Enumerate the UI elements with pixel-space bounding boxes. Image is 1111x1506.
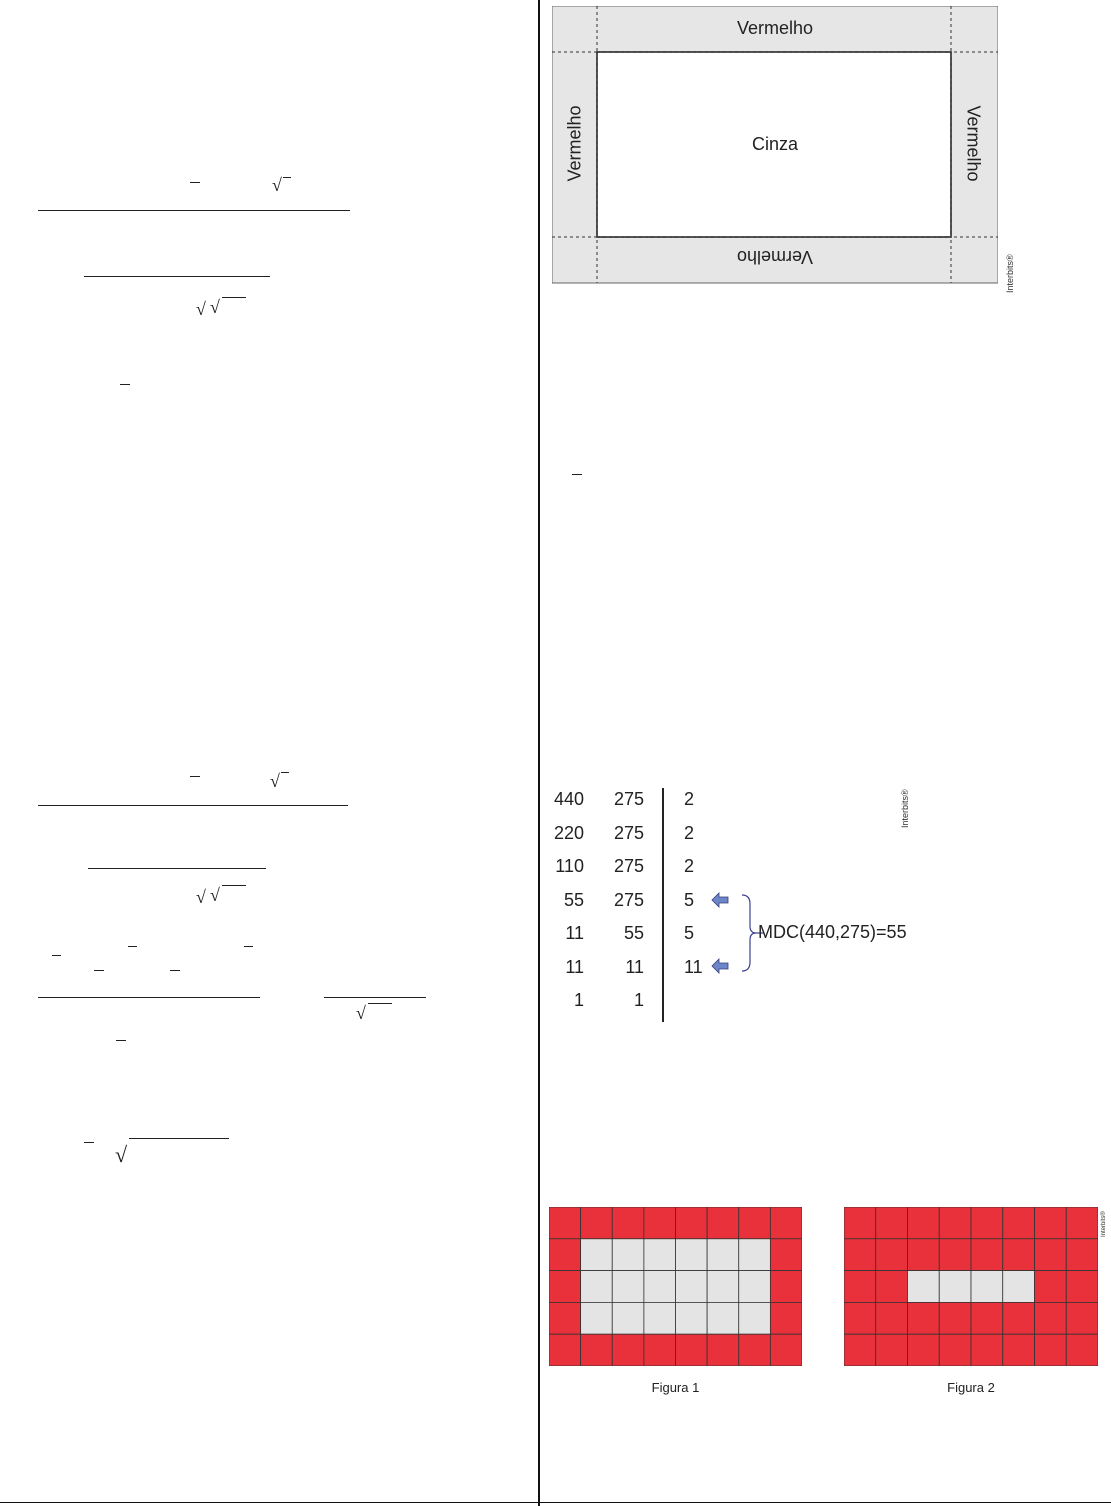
- sqrt-bar: [129, 1138, 229, 1139]
- grid-cell: [908, 1302, 940, 1334]
- grid-cell: [612, 1271, 644, 1303]
- grid-cell: [739, 1334, 771, 1366]
- grid-cell: [581, 1239, 613, 1271]
- grid-cell: [939, 1271, 971, 1303]
- sqrt-bar: [368, 1003, 392, 1004]
- grid-cell: [770, 1207, 802, 1239]
- grid-cell: [1003, 1271, 1035, 1303]
- column-divider: [538, 0, 540, 1506]
- dividend-b-cell: 275: [613, 890, 644, 910]
- grid-cell: [1035, 1271, 1067, 1303]
- grid-cell: [707, 1302, 739, 1334]
- grid-cell: [739, 1302, 771, 1334]
- grid-cell: [876, 1207, 908, 1239]
- grid-cell: [971, 1302, 1003, 1334]
- divisor-cell: 11: [684, 957, 703, 977]
- grid-cell: [1003, 1239, 1035, 1271]
- grid-cell: [1066, 1334, 1098, 1366]
- bottom-rule: [0, 1502, 1111, 1503]
- overbar: [572, 474, 582, 475]
- arrow-left-icon: [712, 893, 728, 907]
- figure-1-grid: [549, 1207, 802, 1366]
- grid-cell: [581, 1302, 613, 1334]
- figure-1-caption: Figura 1: [651, 1380, 700, 1395]
- dividend-a-cell: 11: [565, 923, 584, 943]
- divisor-cell: 5: [684, 923, 695, 943]
- fraction-rule: [38, 997, 260, 998]
- figure-2-caption: Figura 2: [947, 1380, 995, 1395]
- grid-cell: [644, 1239, 676, 1271]
- grid-cell: [770, 1239, 802, 1271]
- sqrt-bar: [283, 177, 291, 178]
- dividend-b-cell: 275: [613, 856, 644, 876]
- grid-cell: [707, 1271, 739, 1303]
- grid-cell: [676, 1207, 708, 1239]
- grid-cell: [876, 1334, 908, 1366]
- overbar: [116, 1040, 126, 1041]
- bottom-label: Vermelho: [736, 247, 814, 267]
- grid-cell: [676, 1239, 708, 1271]
- grid-cell: [676, 1271, 708, 1303]
- grid-cell: [939, 1334, 971, 1366]
- overbar: [120, 384, 130, 385]
- arrow-left-icon: [712, 959, 728, 973]
- fraction-rule: [38, 805, 348, 806]
- sqrt-symbol: √: [210, 297, 220, 317]
- fraction-rule: [88, 868, 266, 869]
- grid-cell: [549, 1239, 581, 1271]
- dividend-a-cell: 440: [553, 789, 584, 809]
- grid-cell: [770, 1271, 802, 1303]
- divisor-cell: 2: [684, 823, 695, 843]
- divisor-cell: 2: [684, 789, 695, 809]
- overbar: [94, 970, 104, 971]
- brace-icon: [742, 895, 756, 971]
- grid-cell: [1003, 1334, 1035, 1366]
- grid-cell: [844, 1302, 876, 1334]
- dividend-b-cell: 275: [613, 789, 644, 809]
- sqrt-bar: [222, 885, 246, 886]
- figure-2-grid: [844, 1207, 1098, 1366]
- grid-cell: [844, 1334, 876, 1366]
- grid-cell: [707, 1207, 739, 1239]
- fraction-rule: [84, 276, 270, 277]
- grid-cell: [739, 1239, 771, 1271]
- dividend-b-cell: 55: [623, 923, 644, 943]
- grid-cell: [908, 1207, 940, 1239]
- interbits-watermark: Interbits®: [1005, 254, 1015, 293]
- overbar: [84, 1142, 94, 1143]
- fraction-rule: [38, 210, 350, 211]
- overbar: [128, 946, 137, 947]
- grid-cell: [644, 1302, 676, 1334]
- grid-cell: [908, 1239, 940, 1271]
- grid-cell: [739, 1207, 771, 1239]
- grid-cell: [739, 1271, 771, 1303]
- grid-cell: [549, 1302, 581, 1334]
- grid-cell: [939, 1239, 971, 1271]
- top-label: Vermelho: [736, 18, 814, 38]
- grid-cell: [1066, 1207, 1098, 1239]
- grid-cell: [1035, 1302, 1067, 1334]
- grid-cell: [581, 1334, 613, 1366]
- overbar: [170, 970, 180, 971]
- grid-cell: [707, 1239, 739, 1271]
- grid-cell: [549, 1271, 581, 1303]
- grid-cell: [971, 1239, 1003, 1271]
- mdc-bracket-figure: [708, 892, 764, 976]
- right-label: Vermelho: [963, 105, 984, 182]
- interbits-watermark: Interbits®: [1101, 1211, 1107, 1237]
- grid-cell: [612, 1239, 644, 1271]
- dividend-a-cell: 55: [563, 890, 584, 910]
- dividend-a-cell: 220: [553, 823, 584, 843]
- grid-cell: [612, 1302, 644, 1334]
- sqrt-bar: [222, 297, 246, 298]
- sqrt-symbol: √: [272, 175, 282, 195]
- grid-cell: [971, 1207, 1003, 1239]
- grid-cell: [971, 1271, 1003, 1303]
- sqrt-symbol: √: [210, 885, 220, 905]
- grid-cell: [1066, 1302, 1098, 1334]
- grid-cell: [676, 1334, 708, 1366]
- grid-cell: [644, 1271, 676, 1303]
- grid-cell: [770, 1302, 802, 1334]
- dividend-a-cell: 110: [555, 856, 584, 876]
- interbits-watermark: Interbits®: [900, 789, 910, 828]
- grid-cell: [1035, 1239, 1067, 1271]
- sqrt-symbol: √: [270, 771, 280, 791]
- grid-cell: [707, 1334, 739, 1366]
- grid-cell: [770, 1334, 802, 1366]
- grid-cell: [612, 1334, 644, 1366]
- sqrt-bar: [281, 772, 289, 773]
- grid-cell: [876, 1302, 908, 1334]
- grid-cell: [1003, 1302, 1035, 1334]
- grid-cell: [581, 1207, 613, 1239]
- grid-cell: [549, 1334, 581, 1366]
- grid-cell: [971, 1334, 1003, 1366]
- grid-cell: [844, 1207, 876, 1239]
- grid-cell: [876, 1239, 908, 1271]
- dividend-b-cell: 275: [613, 823, 644, 843]
- grid-cell: [908, 1271, 940, 1303]
- dividend-a-cell: 1: [573, 990, 584, 1010]
- grid-cell: [676, 1302, 708, 1334]
- grid-cell: [1066, 1239, 1098, 1271]
- grid-cell: [939, 1207, 971, 1239]
- divisor-cell: 2: [684, 856, 695, 876]
- left-label: Vermelho: [564, 105, 585, 182]
- grid-cell: [844, 1271, 876, 1303]
- sqrt-symbol: √: [196, 299, 206, 319]
- grid-cell: [844, 1239, 876, 1271]
- grid-cell: [549, 1207, 581, 1239]
- grid-cell: [644, 1334, 676, 1366]
- center-label: Cinza: [751, 134, 799, 154]
- overbar: [190, 182, 200, 183]
- grid-cell: [1066, 1271, 1098, 1303]
- overbar: [244, 946, 253, 947]
- grid-cell: [581, 1271, 613, 1303]
- dividend-b-cell: 1: [633, 990, 644, 1010]
- overbar: [52, 955, 61, 956]
- overbar: [190, 776, 200, 777]
- divisor-cell: 5: [684, 890, 695, 910]
- dividend-a-cell: 11: [565, 957, 584, 977]
- sqrt-symbol: √: [196, 887, 206, 907]
- grid-cell: [1035, 1207, 1067, 1239]
- grid-cell: [612, 1207, 644, 1239]
- grid-cell: [908, 1334, 940, 1366]
- mdc-result-label: MDC(440,275)=55: [758, 922, 907, 942]
- fraction-rule: [324, 997, 426, 998]
- sqrt-symbol: √: [115, 1142, 128, 1167]
- grid-cell: [939, 1302, 971, 1334]
- sqrt-symbol: √: [356, 1003, 366, 1023]
- dividend-b-cell: 11: [625, 957, 644, 977]
- grid-cell: [1035, 1334, 1067, 1366]
- grid-cell: [644, 1207, 676, 1239]
- grid-cell: [876, 1271, 908, 1303]
- grid-cell: [1003, 1207, 1035, 1239]
